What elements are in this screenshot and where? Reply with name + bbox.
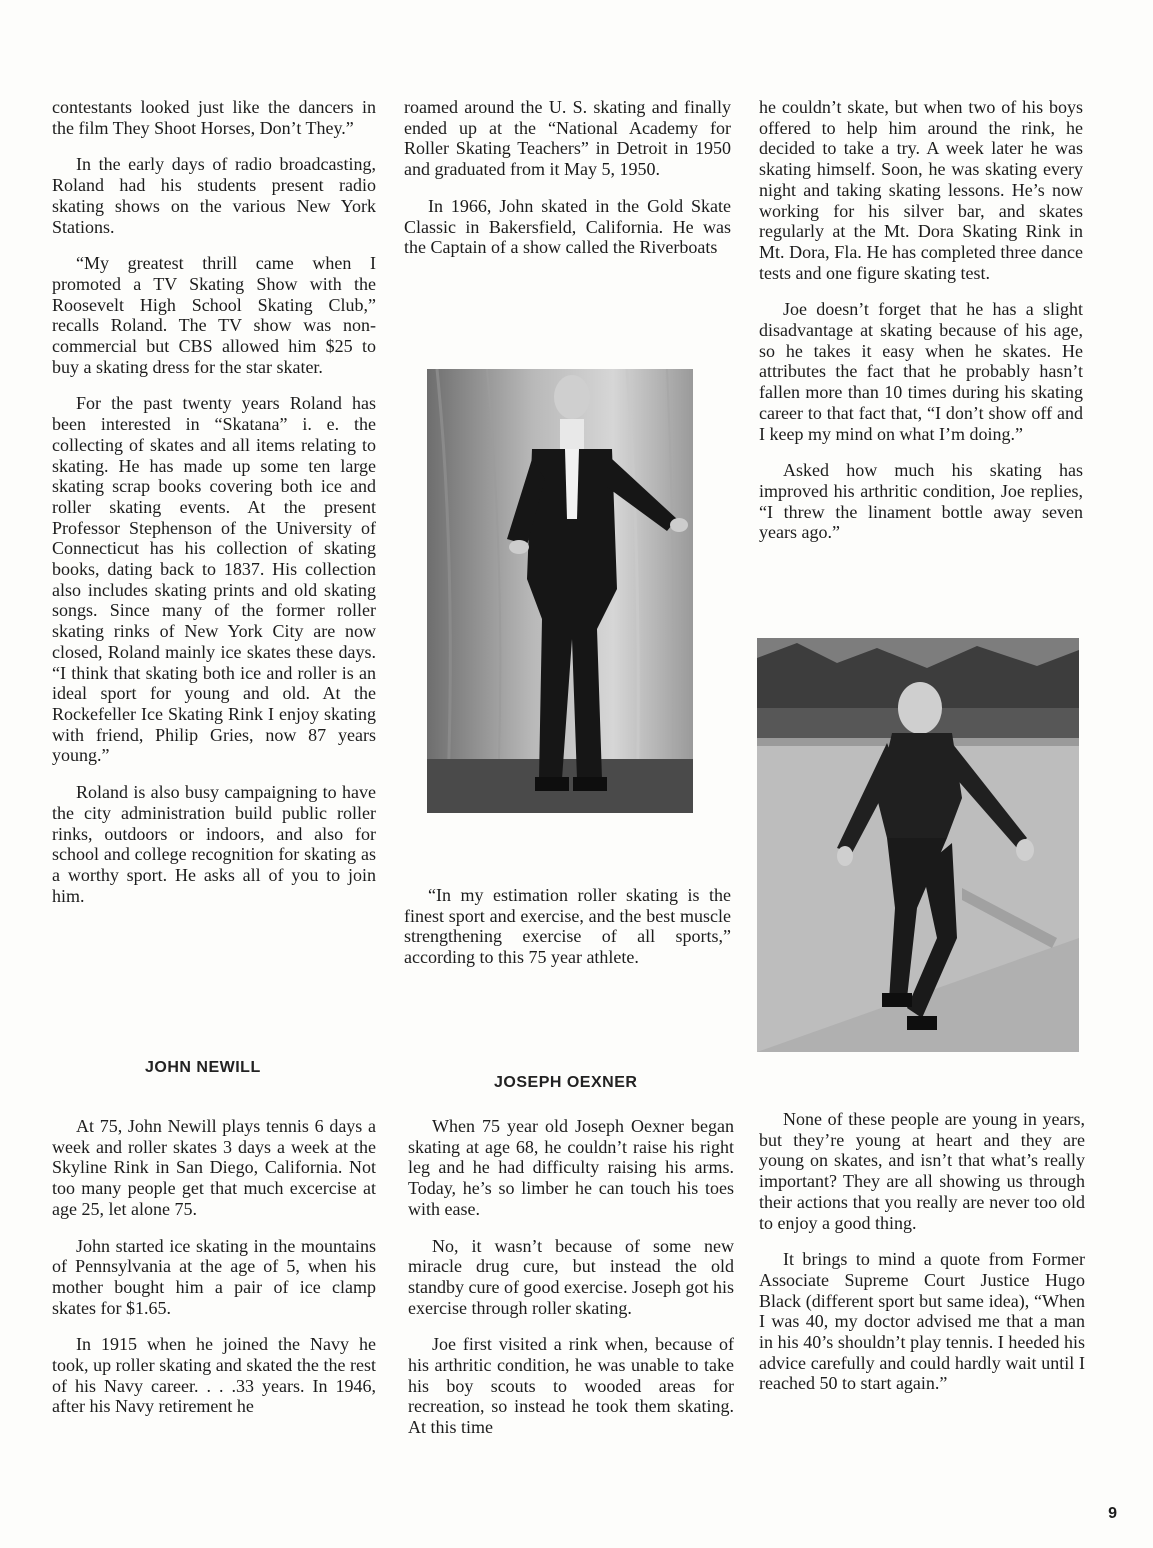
paragraph: Joe doesn’t forget that he has a slight disadvantage at skating because of his age, so he takes it easy when he skates. He attributes the fact that he probably hasn’t fallen more than 10 times during his skating career to that fact that, “I don’t show off and I keep my mind on what I’m doing.”	[759, 299, 1083, 444]
bottom-right-column	[759, 1109, 1085, 1410]
skater-in-tuxedo-image	[427, 369, 693, 813]
paragraph: Roland is also busy campaigning to have the city administration build public roller rinks, outdoors or indoors, and also for school and college recognition for skating as a worthy sport. He asks all of you to join him.	[52, 782, 376, 906]
paragraph: At 75, John Newill plays tennis 6 days a week and roller skates 3 days a week at the Skyline Rink in San Diego, California. Not too many people get that much excercise at age 25, let alone 75.	[52, 1116, 376, 1219]
paragraph: roamed around the U. S. skating and finally ended up at the “National Academy for Roller Skating Teachers” in Detroit in 1950 and graduated from it May 5, 1950.	[404, 97, 731, 180]
paragraph: contestants looked just like the dancers in the film They Shoot Horses, Don’t They.”	[52, 97, 376, 138]
paragraph: “My greatest thrill came when I promoted a TV Skating Show with the Roosevelt High School Skating Club,” recalls Roland. The TV show was non-commercial but CBS allowed him $25 to buy a skating dress for the star skater.	[52, 253, 376, 377]
paragraph: For the past twenty years Roland has been interested in “Skatana” i. e. the collecting of skates and all items relating to skating. He has made up some ten large skating scrap books covering both ice and roller skating events. At the present Professor Stephenson of the University of Connecticut has his collection of skating books, dating back to 1837. His collection also includes skating prints and old skating songs. Since many of the former roller skating rinks of New York City are now closed, Roland mainly ice skates these days. “I think that skating both ice and roller is an ideal sport for young and old. At the Rockefeller Ice Skating Rink I enjoy skating with friend, Philip Gries, now 87 years young.”	[52, 393, 376, 766]
john-newill-column	[52, 1116, 376, 1433]
paragraph: None of these people are young in years, but they’re young at heart and they are young on skates, and isn’t that what’s really important? They are all showing us through their actions that you really are never too old to enjoy a good thing.	[759, 1109, 1085, 1233]
joseph-oexner-heading: JOSEPH OEXNER	[494, 1074, 638, 1091]
photo-caption	[404, 885, 731, 984]
joseph-oexner-column	[408, 1116, 734, 1454]
john-newill-heading: JOHN NEWILL	[145, 1059, 261, 1076]
john-newill-photo	[427, 369, 693, 813]
joseph-oexner-photo	[757, 638, 1079, 1052]
page-number: 9	[1108, 1505, 1117, 1522]
paragraph: In the early days of radio broadcasting, Roland had his students present radio skating shows on the various New York Stations.	[52, 154, 376, 237]
top-right-column	[759, 97, 1083, 559]
paragraph: In 1966, John skated in the Gold Skate Classic in Bakersfield, California. He was the Captain of a show called the Riverboats	[404, 195, 731, 258]
paragraph: No, it wasn’t because of some new miracle drug cure, but instead the old standby cure of good exercise. Joseph got his exercise through roller skating.	[408, 1235, 734, 1318]
paragraph: It brings to mind a quote from Former Associate Supreme Court Justice Hugo Black (different sport but same idea), “When I was 40, my doctor advised me that a man in his 40’s shouldn’t play tennis. I heeded his advice carefully and could hardly wait until I reached 50 to start again.”	[759, 1249, 1085, 1394]
top-left-column	[52, 97, 376, 922]
skater-outdoors-image	[757, 638, 1079, 1052]
paragraph: Joe first visited a rink when, because of his arthritic condition, he was unable to take his boy scouts to wooded areas for recreation, so instead he took them skating. At this time	[408, 1334, 734, 1438]
paragraph: he couldn’t skate, but when two of his boys offered to help him around the rink, he decided to take a try. A week later he was skating himself. Soon, he was skating every night and taking skating lessons. He’s now working for his silver bar, and skates regularly at the Mt. Dora Skating Rink in Mt. Dora, Fla. He has completed three dance tests and one figure skating test.	[759, 97, 1083, 283]
top-middle-column	[404, 97, 731, 274]
caption-text: “In my estimation roller skating is the finest sport and exercise, and the best muscle strengthening exercise of all sports,” according to this 75 year athlete.	[404, 885, 731, 968]
paragraph: Asked how much his skating has improved his arthritic condition, Joe replies, “I threw the linament bottle away seven years ago.”	[759, 460, 1083, 543]
paragraph: John started ice skating in the mountains of Pennsylvania at the age of 5, when his mother bought him a pair of ice clamp skates for $1.65.	[52, 1235, 376, 1318]
paragraph: In 1915 when he joined the Navy he took, up roller skating and skated the the rest of his Navy career. . . .33 years. In 1946, after his Navy retirement he	[52, 1334, 376, 1417]
paragraph: When 75 year old Joseph Oexner began skating at age 68, he couldn’t raise his right leg and he had difficulty raising his arms. Today, he’s so limber he can touch his toes with ease.	[408, 1116, 734, 1219]
